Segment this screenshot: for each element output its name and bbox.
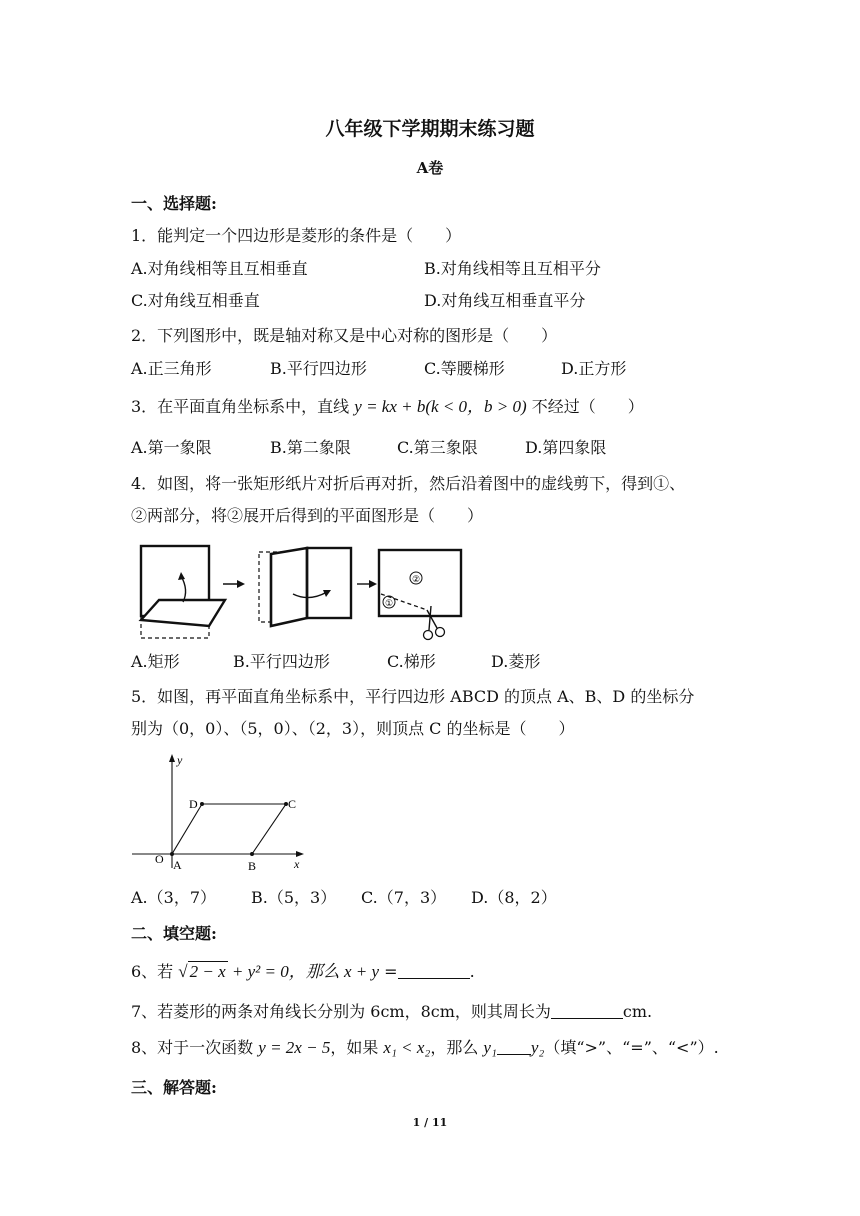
question-8-function: y = 2x − 5 [258,1038,331,1057]
question-6-text-pre: 6、若 [131,962,179,981]
question-3-option-a: A.第一象限 [131,438,212,457]
question-8-text-pre: 8、对于一次函数 [131,1038,259,1057]
question-4-option-d: D.菱形 [491,652,541,671]
question-4-folding-figure [131,540,471,644]
question-1-option-c: C.对角线互相垂直 [131,291,260,310]
question-6-equation-rest: + y² = 0，那么 [227,962,344,981]
parallelogram-abcd [172,804,286,854]
question-2-option-a: A.正三角形 [131,359,212,378]
question-3-stem [131,397,644,417]
question-5-stem-line-1: 5．如图，再平面直角坐标系中，平行四边形 ABCD 的顶点 A、B、D 的坐标分 [131,687,695,706]
question-4-stem-line-2: ②两部分，将②展开后得到的平面图形是（ ） [131,506,484,525]
question-1-option-d: D.对角线互相垂直平分 [424,291,586,310]
fold-part-label-1: ① [384,598,394,608]
question-7-answer-blank[interactable] [551,1003,623,1019]
question-8-y1: y₁ [483,1038,497,1057]
fold-step-2-flap [271,548,307,626]
question-4-stem-line-1: 4．如图，将一张矩形纸片对折后再对折，然后沿着图中的虚线剪下，得到①、 [131,474,686,493]
question-5-stem-line-2: 别为（0，0）、（5，0）、（2，3），则顶点 C 的坐标是（ ） [131,719,575,738]
question-6-expression: x + y [344,962,380,981]
question-5-option-d: D.（8，2） [471,888,557,907]
question-5-option-b: B.（5，3） [251,888,337,907]
question-1-stem: 1．能判定一个四边形是菱形的条件是（ ） [131,226,462,245]
fold-step-2-rectangle [307,548,351,618]
question-6 [131,962,475,982]
question-2-stem: 2．下列图形中，既是轴对称又是中心对称的图形是（ ） [131,326,558,345]
scissors-icon [424,606,445,640]
question-6-end: . [469,962,475,981]
question-4-option-a: A.矩形 [131,652,180,671]
question-7-text-pre: 7、若菱形的两条对角线长分别为 6cm，8cm，则其周长为 [131,1002,551,1021]
sqrt-radicand: 2 − x [189,962,226,981]
fold-step-1-flap [141,600,225,626]
question-3-option-c: C.第三象限 [397,438,478,457]
vertex-c-label: C [288,797,297,811]
question-5-coordinate-figure [128,752,318,876]
sqrt-expression: √ 2 − x [178,962,226,981]
question-8 [131,1038,719,1058]
question-8-text-mid: ，如果 [330,1038,384,1057]
fold-step-1-arrow [181,576,186,602]
x-axis-label: x [294,857,300,871]
question-2-option-b: B.平行四边形 [270,359,367,378]
question-4-option-c: C.梯形 [387,652,436,671]
question-5-option-c: C.（7，3） [361,888,447,907]
y-axis-label: y [177,753,183,767]
question-3-text-pre: 3．在平面直角坐标系中，直线 [131,397,355,416]
page-title: 八年级下学期期末练习题 [325,118,535,140]
vertex-a-label: A [173,858,182,872]
question-1-option-b: B.对角线相等且互相平分 [424,259,601,278]
page-subtitle: A卷 [416,159,444,177]
question-8-text-mid2: ，那么 [430,1038,484,1057]
section-heading-solve: 三、解答题: [131,1078,217,1097]
vertex-d-label: D [189,797,198,811]
question-6-equals: = [379,962,398,981]
question-4-option-b: B.平行四边形 [233,652,330,671]
section-heading-fill: 二、填空题: [131,924,217,943]
fold-part-label-2: ② [411,574,421,584]
question-8-condition: x₁ < x₂ [383,1038,431,1057]
question-3-text-post: 不经过（ ） [526,397,644,416]
question-2-option-d: D.正方形 [561,359,627,378]
question-8-answer-blank[interactable] [497,1039,531,1055]
question-5-option-a: A.（3，7） [131,888,217,907]
question-7 [131,1002,652,1022]
page-number: 1 / 11 [412,1116,448,1129]
question-6-answer-blank[interactable] [398,963,470,979]
question-7-text-post: cm. [622,1002,653,1021]
vertex-b-label: B [248,859,257,873]
question-8-y2: y₂ [530,1038,545,1057]
origin-label: O [155,852,164,866]
question-1-option-a: A.对角线相等且互相垂直 [131,259,308,278]
question-3-option-b: B.第二象限 [270,438,351,457]
section-heading-choice: 一、选择题: [131,194,217,213]
question-3-formula: y = kx + b(k < 0，b > 0) [354,397,527,416]
question-2-option-c: C.等腰梯形 [424,359,505,378]
question-8-text-post: （填“>”、“=”、“<”）. [544,1038,719,1057]
question-3-option-d: D.第四象限 [525,438,607,457]
